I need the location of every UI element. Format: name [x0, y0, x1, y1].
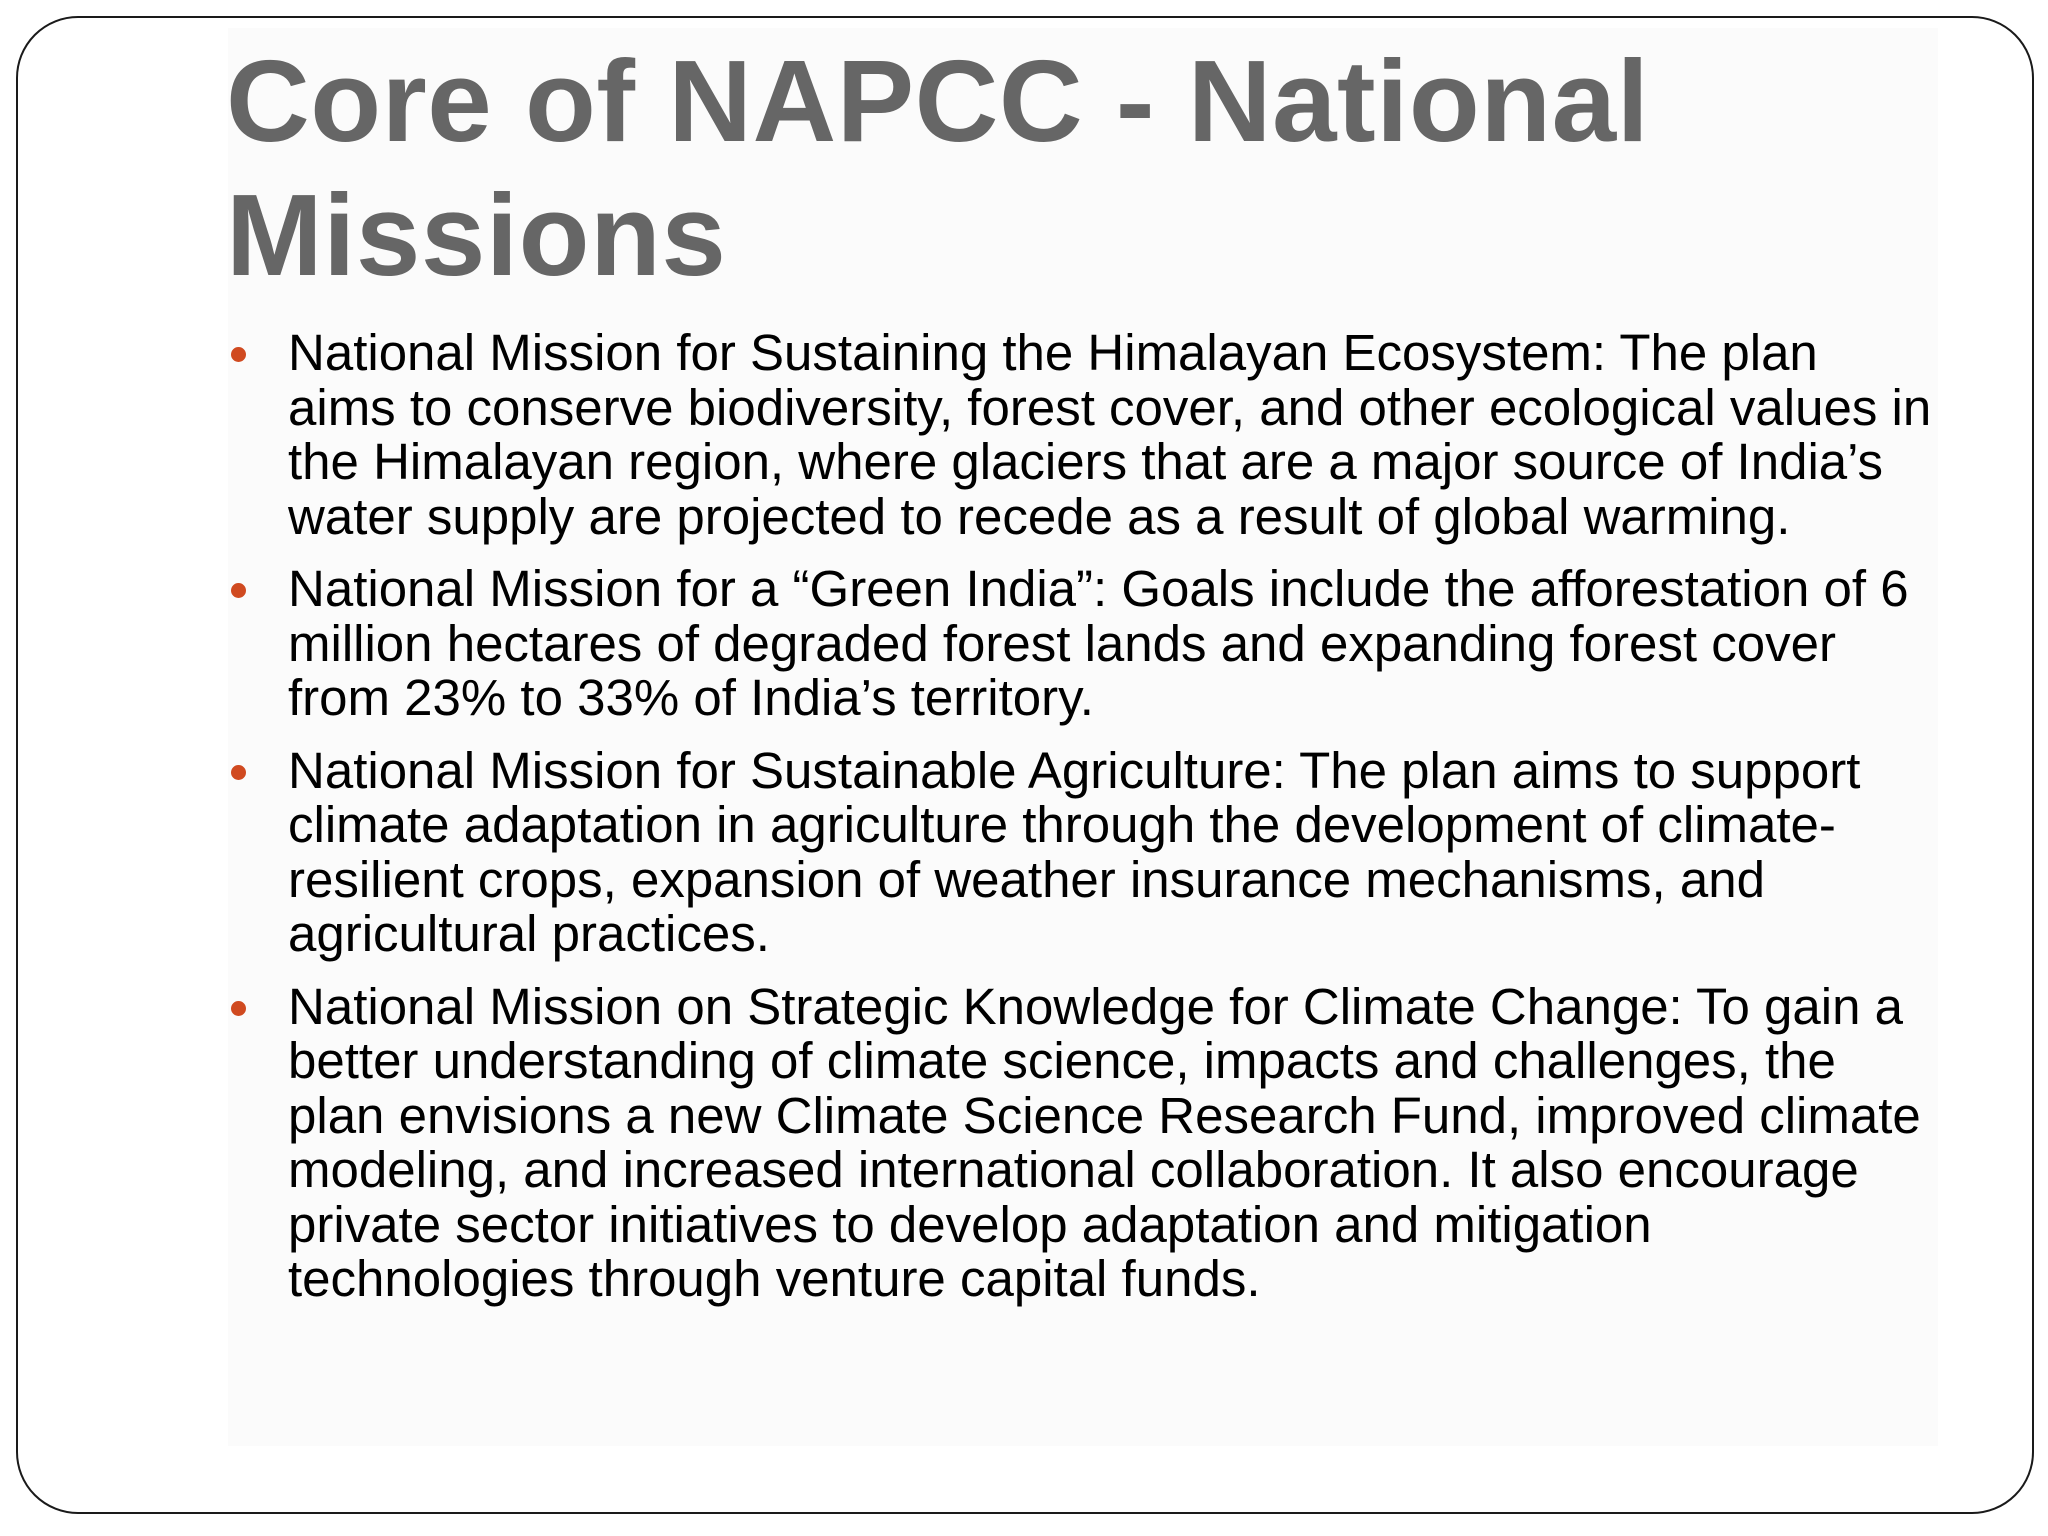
bullet-text: National Mission on Strategic Knowledge for Climate Change: To gain a better understanding of climate science, impacts and challenges, the plan envisions a new Climate Science Research Fund, improved climate modeling, and increased international collaboration. It also encourage private sector initiatives to develop adaptation and mitigation technologies through venture capital funds.	[288, 977, 1921, 1307]
bullet-item-strategic-knowledge	[226, 977, 1936, 1307]
bullet-text: National Mission for a “Green India”: Goals include the afforestation of 6 million hectares of degraded forest lands and expanding forest cover from 23% to 33% of India’s territory.	[288, 560, 1909, 726]
bullet-item-sustainable-agriculture	[226, 741, 1936, 962]
bullet-list	[226, 326, 1936, 1325]
bullet-item-himalayan-ecosystem	[226, 326, 1936, 544]
bullet-text: National Mission for Sustainable Agriculture: The plan aims to support climate adaptation in agriculture through the development of climate-resilient crops, expansion of weather insurance mechanisms, and agricultural practices.	[288, 741, 1861, 962]
slide-title: Core of NAPCC - National Missions	[226, 36, 1650, 300]
bullet-dot-icon	[231, 583, 246, 598]
bullet-item-green-india	[226, 562, 1936, 726]
bullet-dot-icon	[231, 1001, 246, 1016]
bullet-text: National Mission for Sustaining the Himalayan Ecosystem: The plan aims to conserve biodiversity, forest cover, and other ecological values in the Himalayan region, where glaciers that are a major source of India’s water supply are projected to recede as a result of global warming.	[288, 324, 1932, 545]
bullet-dot-icon	[231, 347, 246, 362]
bullet-dot-icon	[231, 765, 246, 780]
